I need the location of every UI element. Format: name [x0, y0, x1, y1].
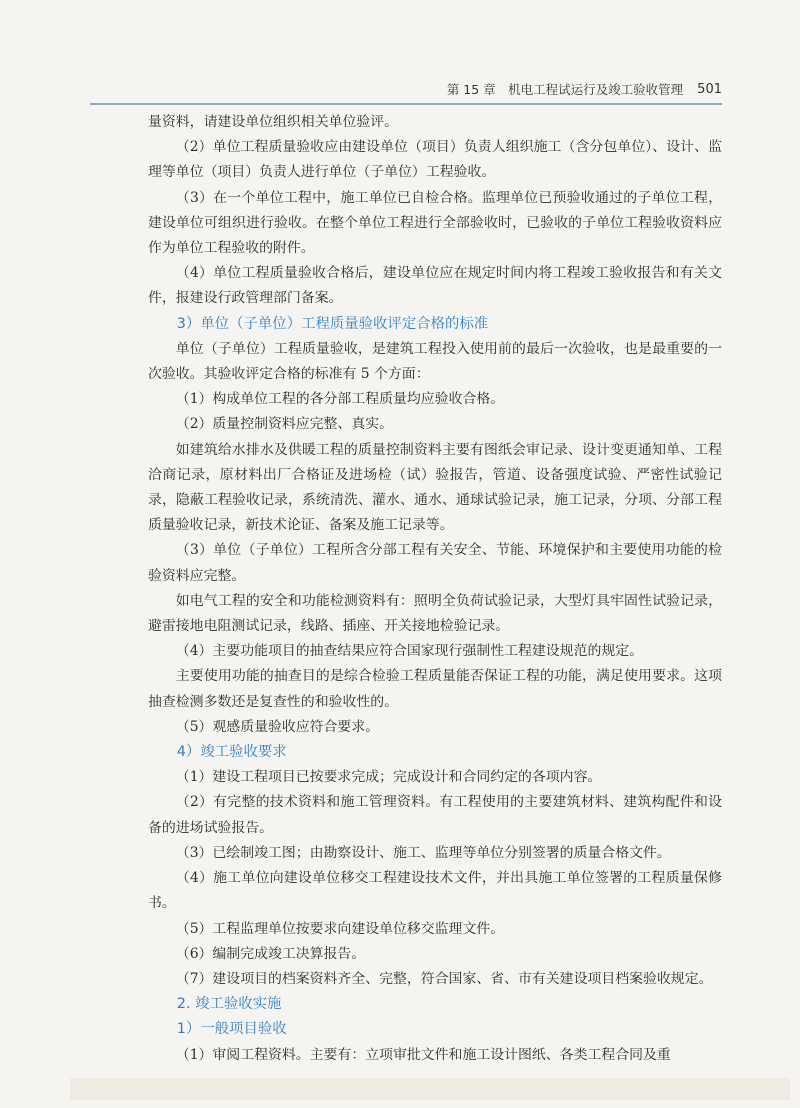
paragraph: （2）质量控制资料应完整、真实。 [175, 416, 393, 433]
paragraph: （4）施工单位向建设单位移交工程建设技术文件，并出具施工单位签署的工程质量保修书。 [148, 870, 722, 912]
paragraph: （1）构成单位工程的各分部工程质量均应验收合格。 [175, 391, 505, 408]
body-text [148, 110, 722, 1068]
paragraph: （3）在一个单位工程中，施工单位已自检合格。监理单位已预验收通过的子单位工程，建设单位可组织进行验收。在整个单位工程进行全部验收时，已验收的子单位工程验收资料应作为单位工程验收的附件。 [148, 189, 722, 257]
running-header [90, 78, 722, 100]
chapter-title: 第 15 章 机电工程试运行及竣工验收管理 [446, 82, 684, 97]
section-heading: 3）单位（子单位）工程质量验收评定合格的标准 [176, 315, 489, 332]
paragraph: （3）单位（子单位）工程所含分部工程有关安全、节能、环境保护和主要使用功能的检验资料应完整。 [148, 542, 722, 584]
paragraph: 单位（子单位）工程质量验收，是建筑工程投入使用前的最后一次验收，也是最重要的一次验收。其验收评定合格的标准有 5 个方面： [148, 340, 722, 383]
paragraph: （7）建设项目的档案资料齐全、完整，符合国家、省、市有关建设项目档案验收规定。 [175, 970, 713, 987]
paragraph: （4）单位工程质量验收合格后，建设单位应在规定时间内将工程竣工验收报告和有关文件，报建设行政管理部门备案。 [148, 265, 722, 307]
paragraph: （2）有完整的技术资料和施工管理资料。有工程使用的主要建筑材料、建筑构配件和设备的进场试验报告。 [148, 794, 722, 836]
section-heading: 2. 竣工验收实施 [176, 996, 282, 1013]
paragraph: 如建筑给水排水及供暖工程的质量控制资料主要有图纸会审记录、设计变更通知单、工程洽商记录，原材料出厂合格证及进场检（试）验报告，管道、设备强度试验、严密性试验记录，隐蔽工程验收记录，系统清洗、灌水、通水、通球试验记录，施工记录，分项、分部工程质量验收记录，新技术论证、备案及施工记录等。 [148, 441, 722, 534]
paragraph: 如电气工程的安全和功能检测资料有：照明全负荷试验记录，大型灯具牢固性试验记录，避雷接地电阻测试记录，线路、插座、开关接地检验记录。 [148, 592, 722, 635]
subsection-heading: 1）一般项目验收 [176, 1021, 287, 1038]
paragraph: （1）建设工程项目已按要求完成；完成设计和合同约定的各项内容。 [175, 769, 602, 786]
paragraph: （1）审阅工程资料。主要有：立项审批文件和施工设计图纸、各类工程合同及重 [175, 1046, 671, 1063]
section-heading: 4）竣工验收要求 [176, 744, 287, 761]
page-edge-band [70, 1078, 790, 1100]
page-number: 501 [697, 81, 722, 97]
paragraph: （2）单位工程质量验收应由建设单位（项目）负责人组织施工（含分包单位）、设计、监理等单位（项目）负责人进行单位（子单位）工程验收。 [148, 139, 722, 181]
paragraph: （3）已绘制竣工图；由勘察设计、施工、监理等单位分别签署的质量合格文件。 [175, 844, 671, 861]
paragraph: （5）观感质量验收应符合要求。 [175, 718, 380, 735]
paragraph: （6）编制完成竣工决算报告。 [175, 945, 366, 962]
paragraph: 量资料，请建设单位组织相关单位验评。 [148, 114, 399, 130]
paragraph: （5）工程监理单位按要求向建设单位移交监理文件。 [175, 920, 505, 937]
paragraph: （4）主要功能项目的抽查结果应符合国家现行强制性工程建设规范的规定。 [175, 643, 644, 660]
paragraph: 主要使用功能的抽查目的是综合检验工程质量能否保证工程的功能，满足使用要求。这项抽查检测多数还是复查性的和验收性的。 [148, 668, 722, 710]
header-rule [90, 103, 722, 105]
